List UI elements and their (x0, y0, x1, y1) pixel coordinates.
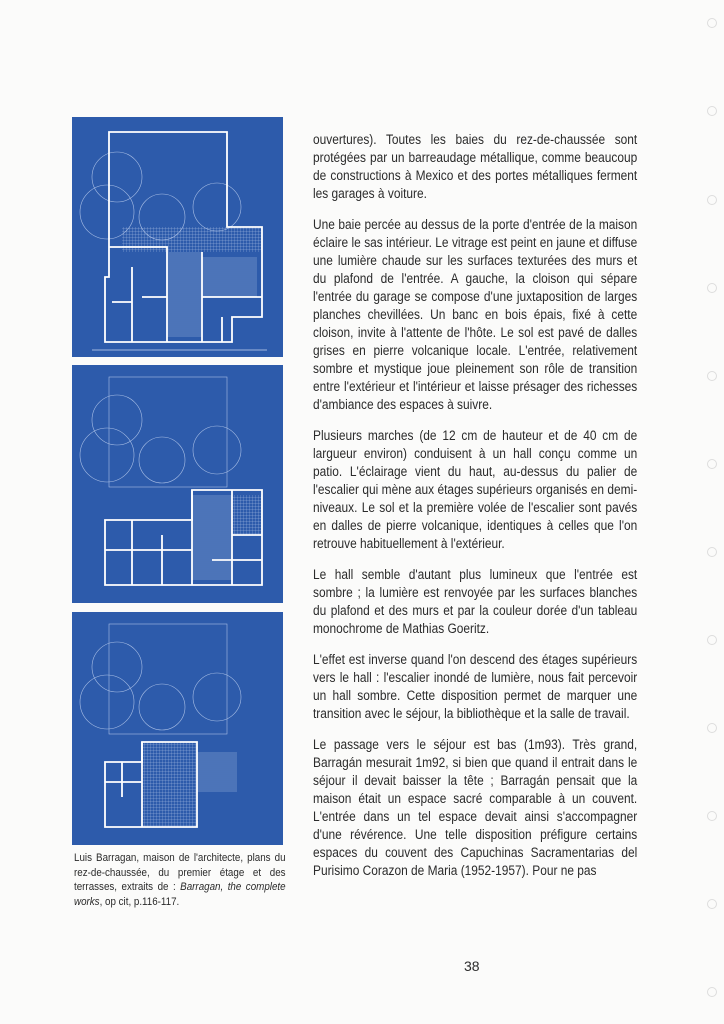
punch-hole (707, 635, 717, 645)
punch-hole (707, 371, 717, 381)
punch-hole (707, 106, 717, 116)
punch-hole (707, 987, 717, 997)
punch-hole (707, 283, 717, 293)
floor-plan-ground-floor (72, 117, 283, 357)
paragraph: Plusieurs marches (de 12 cm de hauteur et de 40 cm de largueur environ) conduisent à un hall conçu comme un patio. L'éclairage vient du haut, au-dessus du palier de l'escalier qui mène aux étages supérieurs organisés en demi-niveaux. Le sol et la première volée de l'escalier sont pavés en dalles de pierre volcanique, identiques à celles que l'on retrouve habituellement à l'extérieur. (313, 428, 638, 552)
punch-hole (707, 195, 717, 205)
punch-hole (707, 547, 717, 557)
paragraph: Le hall semble d'autant plus lumineux que l'entrée est sombre ; la lumière est renvoyée par les surfaces blanches du plafond et des murs et par la couleur dorée d'un tableau monochrome de Mathias Goeritz. (313, 567, 638, 637)
paragraph: ouvertures). Toutes les baies du rez-de-chaussée sont protégées par un barreaudage métallique, comme beaucoup de constructions à Mexico et des portes métalliques ferment les garages à voiture. (313, 132, 638, 202)
floor-plan-terraces (72, 612, 283, 845)
punch-hole (707, 899, 717, 909)
plan-drawing (72, 365, 283, 603)
punch-hole (707, 723, 717, 733)
floor-plan-first-floor (72, 365, 283, 603)
page-number: 38 (464, 958, 480, 974)
paragraph: Une baie percée au dessus de la porte d'entrée de la maison éclaire le sas intérieur. Le vitrage est peint en jaune et diffuse une lumière chaude sur les surfaces texturées des murs et du plafond de l'entrée. A gauche, la cloison qui sépare l'entrée du garage se compose d'une juxtaposition de larges planches chevillées. Un banc en bois épais, fixé à cette cloison, invite à l'attente de l'hôte. Le sol est pavé de dalles grises en pierre volcanique locale. L'entrée, relativement sombre et mystique joue pleinement son rôle de transition entre l'extérieur et l'intérieur et laisse présager des richesses d'ambiance des espaces à suivre. (313, 217, 638, 413)
plan-drawing (72, 612, 283, 845)
punch-hole (707, 811, 717, 821)
figure-caption (74, 851, 286, 909)
punch-hole (707, 459, 717, 469)
caption-reference: , op cit, p.116-117. (99, 895, 180, 908)
caption-text: Luis Barragan, maison de l'architecte, plans du rez-de-chaussée, du premier étage et des terrasses, extraits de : (74, 852, 286, 893)
paragraph: Le passage vers le séjour est bas (1m93). Très grand, Barragán mesurait 1m92, si bien que quand il entrait dans le séjour il devait baisser la tête ; Barragán pensait que la maison était un espace sacré comparable à un couvent. L'entrée dans un tel espace devait ainsi s'accompagner d'une révérence. Une telle disposition préfigure certains espaces du couvent des Capuchinas Sacramentarias del Purisimo Corazon de Maria (1952-1957). Pour ne pas (313, 737, 638, 879)
punch-hole (707, 18, 717, 28)
caption-book-title: Barragan, the complete works (74, 881, 286, 908)
paragraph: L'effet est inverse quand l'on descend des étages supérieurs vers le hall : l'escalier inondé de lumière, nous fait percevoir un hall sombre. Cette disposition permet de marquer une transition avec le séjour, la bibliothèque et la salle de travail. (313, 652, 638, 722)
plan-drawing (72, 117, 283, 357)
body-text (313, 131, 637, 893)
